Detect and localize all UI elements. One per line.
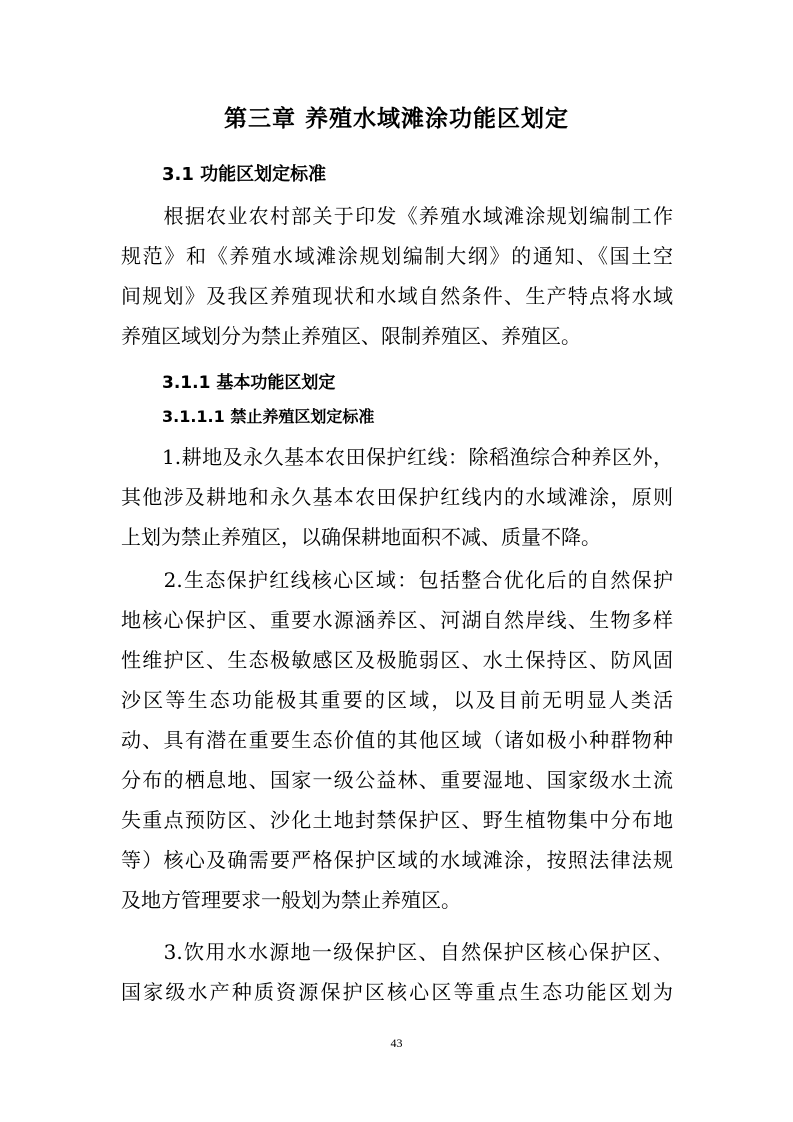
paragraph-line: 1.耕地及永久基本农田保护红线：除稻渔综合种养区外，: [121, 445, 673, 469]
item-1-paragraph: [121, 437, 673, 557]
paragraph-line: 间规划》及我区养殖现状和水域自然条件、生产特点将水域: [121, 284, 673, 308]
paragraph-line: 上划为禁止养殖区，以确保耕地面积不减、质量不降。: [121, 525, 601, 549]
paragraph-line: 地核心保护区、重要水源涵养区、河湖自然岸线、生物多样: [121, 608, 673, 632]
section-heading-3-1: 3.1 功能区划定标准: [162, 164, 327, 185]
item-2-paragraph: [121, 560, 673, 920]
section-heading-3-1-1-1: 3.1.1.1 禁止养殖区划定标准: [162, 407, 375, 426]
paragraph-line: 失重点预防区、沙化土地封禁保护区、野生植物集中分布地: [121, 808, 673, 832]
paragraph-line: 养殖区域划分为禁止养殖区、限制养殖区、养殖区。: [121, 324, 581, 348]
paragraph-line: 性维护区、生态极敏感区及极脆弱区、水土保持区、防风固: [121, 648, 673, 672]
paragraph-line: 根据农业农村部关于印发《养殖水域滩涂规划编制工作: [121, 204, 673, 228]
paragraph-line: 规范》和《养殖水域滩涂规划编制大纲》的通知、《国土空: [121, 244, 673, 268]
paragraph-line: 2.生态保护红线核心区域：包括整合优化后的自然保护: [121, 568, 673, 592]
section-heading-3-1-1: 3.1.1 基本功能区划定: [162, 373, 336, 393]
paragraph-line: 动、具有潜在重要生态价值的其他区域（诸如极小种群物种: [121, 728, 673, 752]
paragraph-line: 等）核心及确需要严格保护区域的水域滩涂，按照法律法规: [121, 848, 673, 872]
paragraph-line: 其他涉及耕地和永久基本农田保护红线内的水域滩涂，原则: [121, 485, 673, 509]
item-3-paragraph: [121, 932, 673, 1012]
paragraph-line: 分布的栖息地、国家一级公益林、重要湿地、国家级水土流: [121, 768, 673, 792]
paragraph-line: 国家级水产种质资源保护区核心区等重点生态功能区划为: [121, 980, 673, 1004]
paragraph-line: 及地方管理要求一般划为禁止养殖区。: [121, 888, 461, 912]
intro-paragraph: [121, 196, 673, 356]
page-number: 43: [390, 1036, 403, 1050]
paragraph-line: 3.饮用水水源地一级保护区、自然保护区核心保护区、: [121, 940, 673, 964]
chapter-title: 第三章 养殖水域滩涂功能区划定: [223, 106, 569, 132]
paragraph-line: 沙区等生态功能极其重要的区域，以及目前无明显人类活: [121, 688, 673, 712]
